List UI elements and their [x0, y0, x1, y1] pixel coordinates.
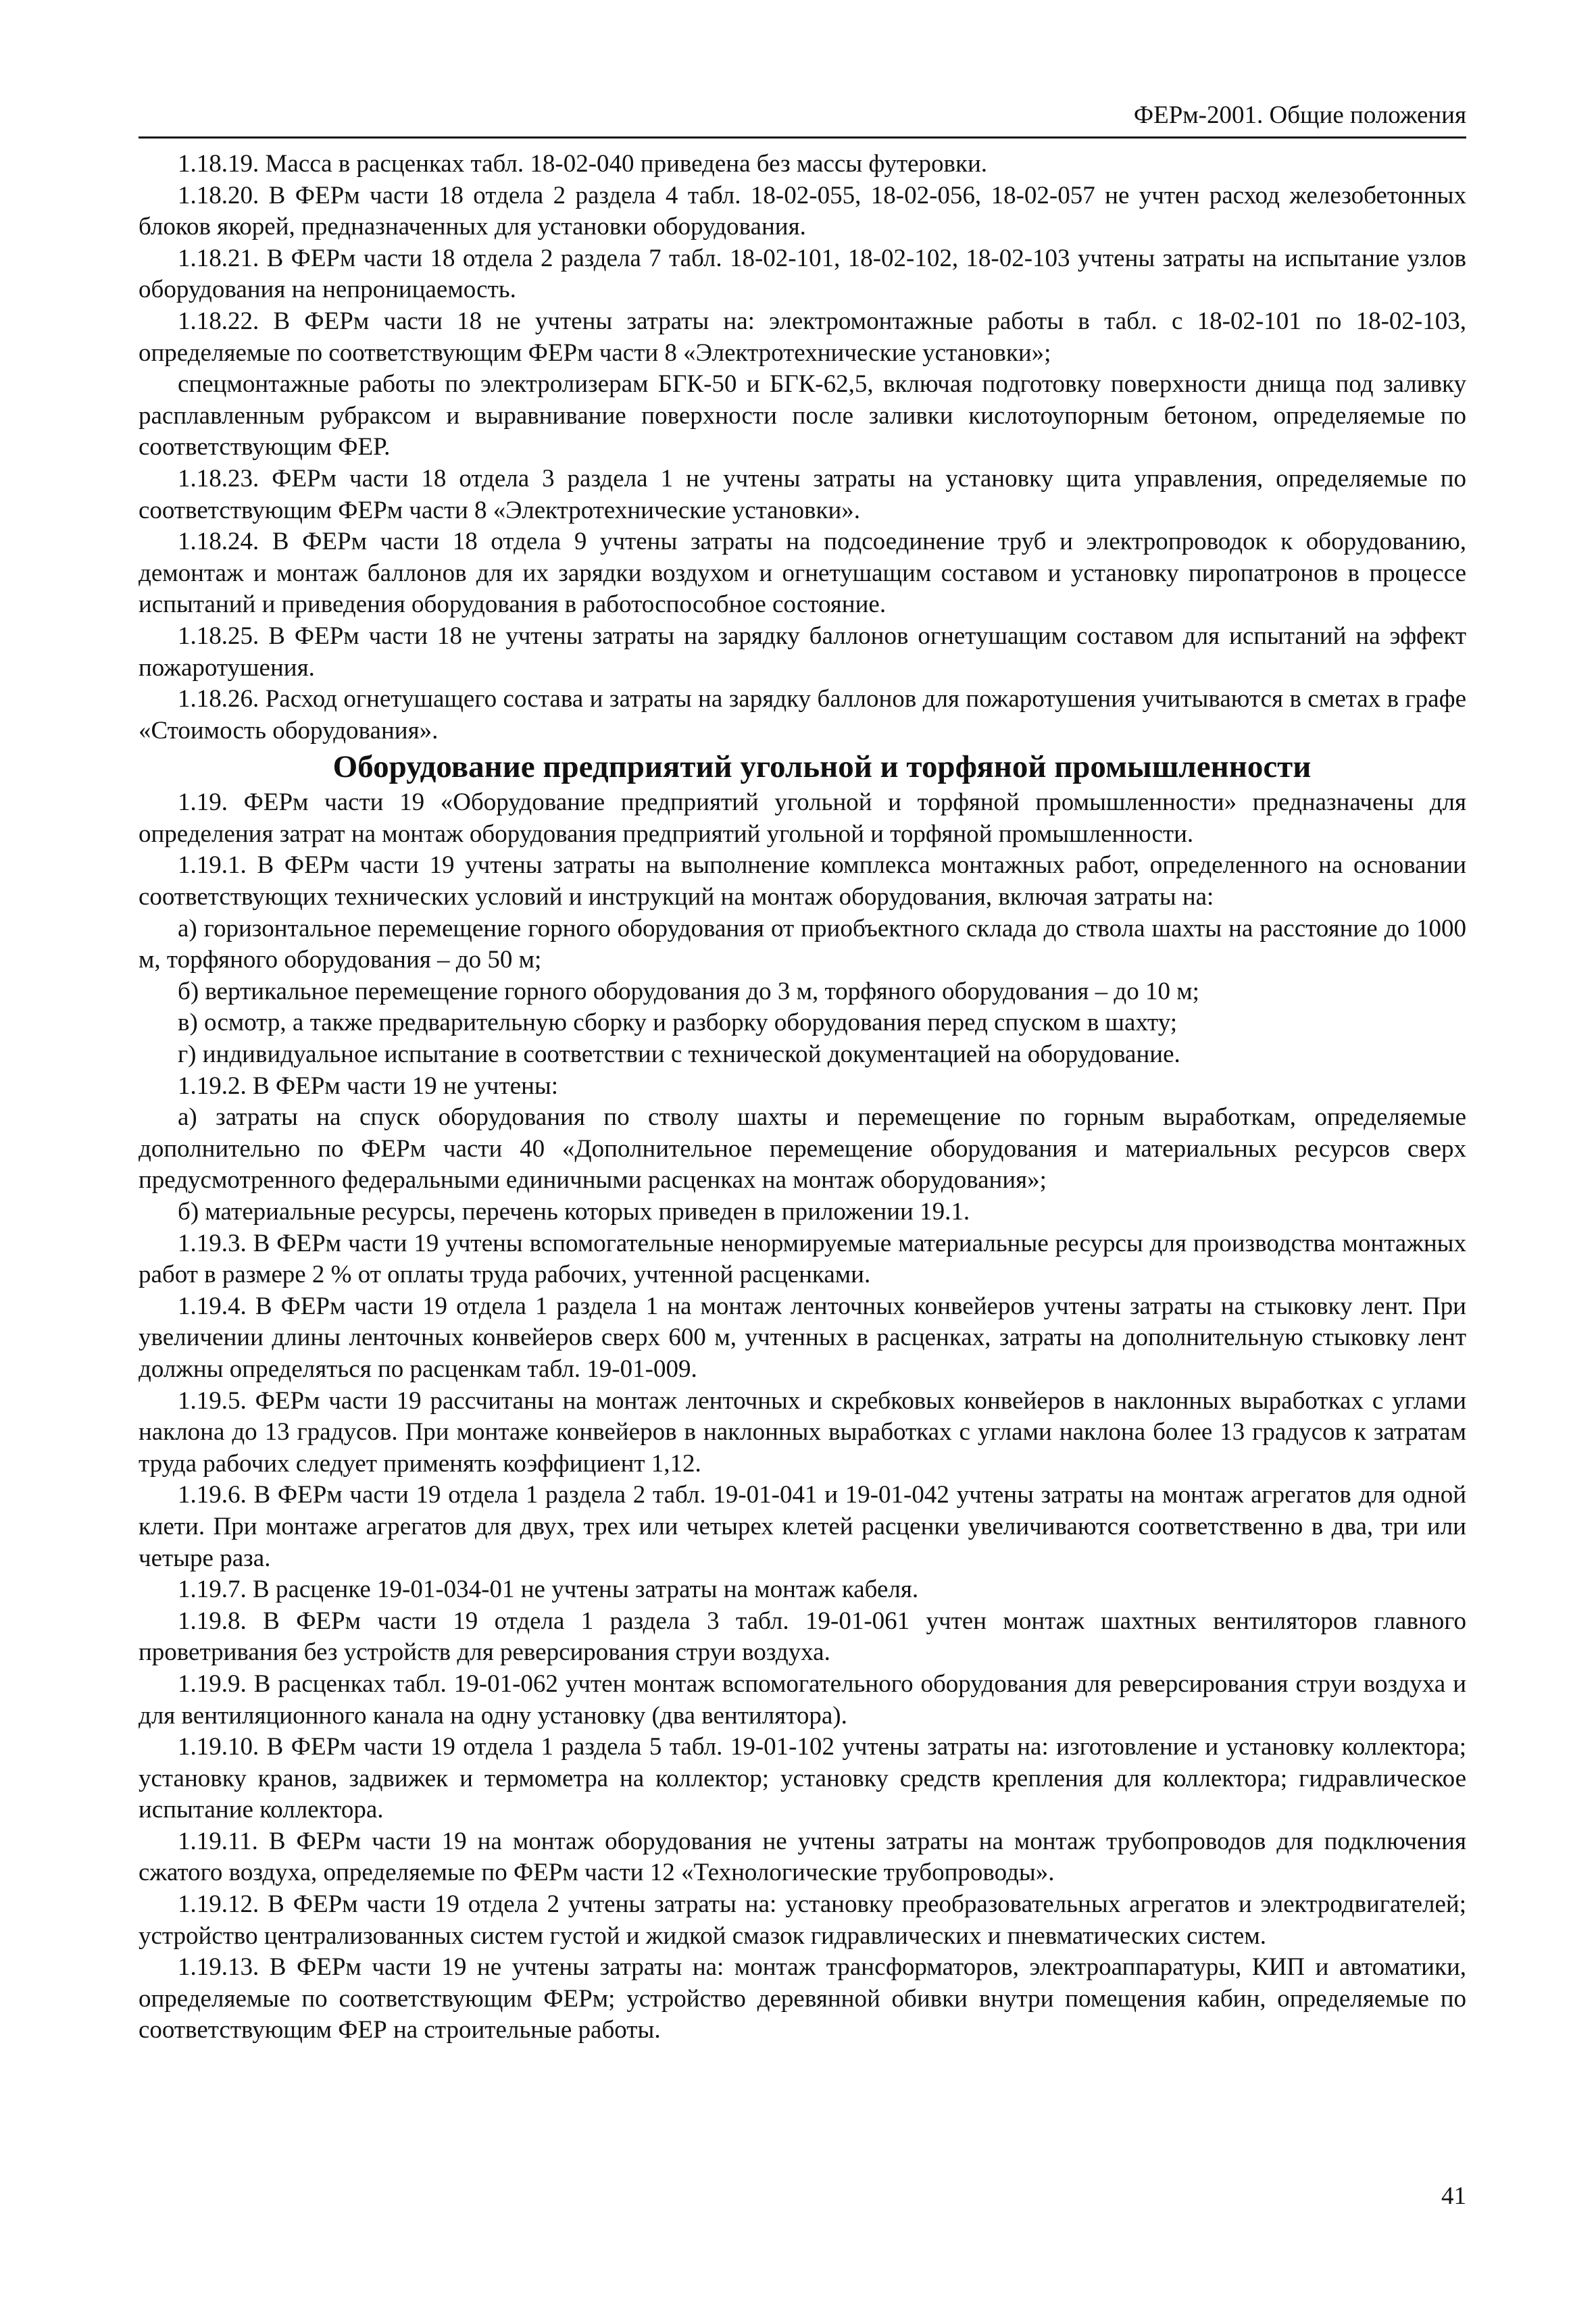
paragraph: 1.19.4. В ФЕРм части 19 отдела 1 раздела 1 на монтаж ленточных конвейеров учтены затраты на стыковку лент. При увеличении длины ленточных конвейеров сверх 600 м, учтенных в расценках, затраты на дополнительную стыковку лент должны определяться по расценкам табл. 19-01-009. — [139, 1292, 1466, 1383]
paragraph: 1.18.19. Масса в расценках табл. 18-02-040 приведена без массы футеровки. — [178, 150, 988, 178]
list-item: г) индивидуальное испытание в соответствии с технической документацией на оборудование. — [178, 1040, 1180, 1069]
paragraph: спецмонтажные работы по электролизерам БГК-50 и БГК-62,5, включая подготовку поверхности днища под заливку расплавленным рубраксом и выравнивание поверхности после заливки кислотоупорным бетоном, определяемые по соответствующим ФЕР. — [139, 370, 1466, 461]
paragraph: 1.18.20. В ФЕРм части 18 отдела 2 раздела 4 табл. 18-02-055, 18-02-056, 18-02-057 не учтен расход железобетонных блоков якорей, предназначенных для установки оборудования. — [139, 181, 1466, 241]
list-item: а) затраты на спуск оборудования по стволу шахты и перемещение по горным выработкам, определяемые дополнительно по ФЕРм части 40 «Дополнительное перемещение оборудования и материальных ресурсов сверх предусмотренного федеральными единичными расценках на монтаж оборудования»; — [139, 1103, 1466, 1194]
paragraph: 1.19.2. В ФЕРм части 19 не учтены: — [178, 1072, 559, 1100]
paragraph: 1.19.1. В ФЕРм части 19 учтены затраты на выполнение комплекса монтажных работ, определенного на основании соответствующих технических условий и инструкций на монтаж оборудования, включая затраты на: — [139, 851, 1466, 911]
list-item: б) вертикальное перемещение горного оборудования до 3 м, торфяного оборудования – до 10 м; — [178, 977, 1199, 1005]
page-number: 41 — [1441, 2182, 1466, 2210]
list-item: б) материальные ресурсы, перечень которых приведен в приложении 19.1. — [178, 1198, 970, 1226]
paragraph: 1.19.13. В ФЕРм части 19 не учтены затраты на: монтаж трансформаторов, электроаппаратуры, КИП и автоматики, определяемые по соответствующим ФЕРм; устройство деревянной обивки внутри помещения кабин, определяемые по соответствующим ФЕР на строительные работы. — [139, 1953, 1466, 2044]
list-item: а) горизонтальное перемещение горного оборудования от приобъектного склада до ствола шахты на расстояние до 1000 м, торфяного оборудования – до 50 м; — [139, 914, 1466, 974]
page-content — [139, 149, 1466, 2046]
paragraph: 1.18.22. В ФЕРм части 18 не учтены затраты на: электромонтажные работы в табл. с 18-02-101 по 18-02-103, определяемые по соответствующим ФЕРм части 8 «Электротехнические установки»; — [139, 307, 1466, 367]
paragraph: 1.19.8. В ФЕРм части 19 отдела 1 раздела 3 табл. 19-01-061 учтен монтаж шахтных вентиляторов главного проветривания без устройств для реверсирования струи воздуха. — [139, 1607, 1466, 1667]
paragraph: 1.19.7. В расценке 19-01-034-01 не учтены затраты на монтаж кабеля. — [178, 1576, 919, 1604]
list-item: в) осмотр, а также предварительную сборку и разборку оборудования перед спуском в шахту; — [178, 1009, 1178, 1037]
paragraph: 1.19.10. В ФЕРм части 19 отдела 1 раздела 5 табл. 19-01-102 учтены затраты на: изготовление и установку коллектора; установку кранов, задвижек и термометра на коллектор; установку средств крепления для коллектора; гидравлическое испытание коллектора. — [139, 1733, 1466, 1824]
paragraph: 1.19.9. В расценках табл. 19-01-062 учтен монтаж вспомогательного оборудования для реверсирования струи воздуха и для вентиляционного канала на одну установку (два вентилятора). — [139, 1669, 1466, 1730]
header-rule — [139, 136, 1466, 139]
paragraph: 1.18.21. В ФЕРм части 18 отдела 2 раздела 7 табл. 18-02-101, 18-02-102, 18-02-103 учтены затраты на испытание узлов оборудования на непроницаемость. — [139, 244, 1466, 304]
paragraph: 1.19.11. В ФЕРм части 19 на монтаж оборудования не учтены затраты на монтаж трубопроводов для подключения сжатого воздуха, определяемые по ФЕРм части 12 «Технологические трубопроводы». — [139, 1827, 1466, 1887]
paragraph: 1.19.12. В ФЕРм части 19 отдела 2 учтены затраты на: установку преобразовательных агрегатов и электродвигателей; устройство централизованных систем густой и жидкой смазок гидравлических и пневматических систем. — [139, 1890, 1466, 1950]
paragraph: 1.19.6. В ФЕРм части 19 отдела 1 раздела 2 табл. 19-01-041 и 19-01-042 учтены затраты на монтаж агрегатов для одной клети. При монтаже агрегатов для двух, трех или четырех клетей расценки увеличиваются соответственно в два, три или четыре раза. — [139, 1481, 1466, 1572]
running-header: ФЕРм-2001. Общие положения — [1133, 101, 1466, 129]
paragraph: 1.19.3. В ФЕРм части 19 учтены вспомогательные ненормируемые материальные ресурсы для производства монтажных работ в размере 2 % от оплаты труда рабочих, учтенной расценками. — [139, 1229, 1466, 1289]
paragraph: 1.18.24. В ФЕРм части 18 отдела 9 учтены затраты на подсоединение труб и электропроводок к оборудованию, демонтаж и монтаж баллонов для их зарядки воздухом и огнетушащим составом и установку пиропатронов в процессе испытаний и приведения оборудования в работоспособное состояние. — [139, 528, 1466, 619]
paragraph: 1.18.26. Расход огнетушащего состава и затраты на зарядку баллонов для пожаротушения учитываются в сметах в графе «Стоимость оборудования». — [139, 685, 1466, 745]
paragraph: 1.19. ФЕРм части 19 «Оборудование предприятий угольной и торфяной промышленности» предназначены для определения затрат на монтаж оборудования предприятий угольной и торфяной промышленности. — [139, 788, 1466, 848]
section-title: Оборудование предприятий угольной и торфяной промышленности — [332, 749, 1312, 785]
paragraph: 1.19.5. ФЕРм части 19 рассчитаны на монтаж ленточных и скребковых конвейеров в наклонных выработках с углами наклона до 13 градусов. При монтаже конвейеров в наклонных выработках с углами наклона более 13 градусов к затратам труда рабочих следует применять коэффициент 1,12. — [139, 1386, 1466, 1478]
paragraph: 1.18.25. В ФЕРм части 18 не учтены затраты на зарядку баллонов огнетушащим составом для испытаний на эффект пожаротушения. — [139, 622, 1466, 682]
paragraph: 1.18.23. ФЕРм части 18 отдела 3 раздела 1 не учтены затраты на установку щита управления, определяемые по соответствующим ФЕРм части 8 «Электротехнические установки». — [139, 464, 1466, 524]
